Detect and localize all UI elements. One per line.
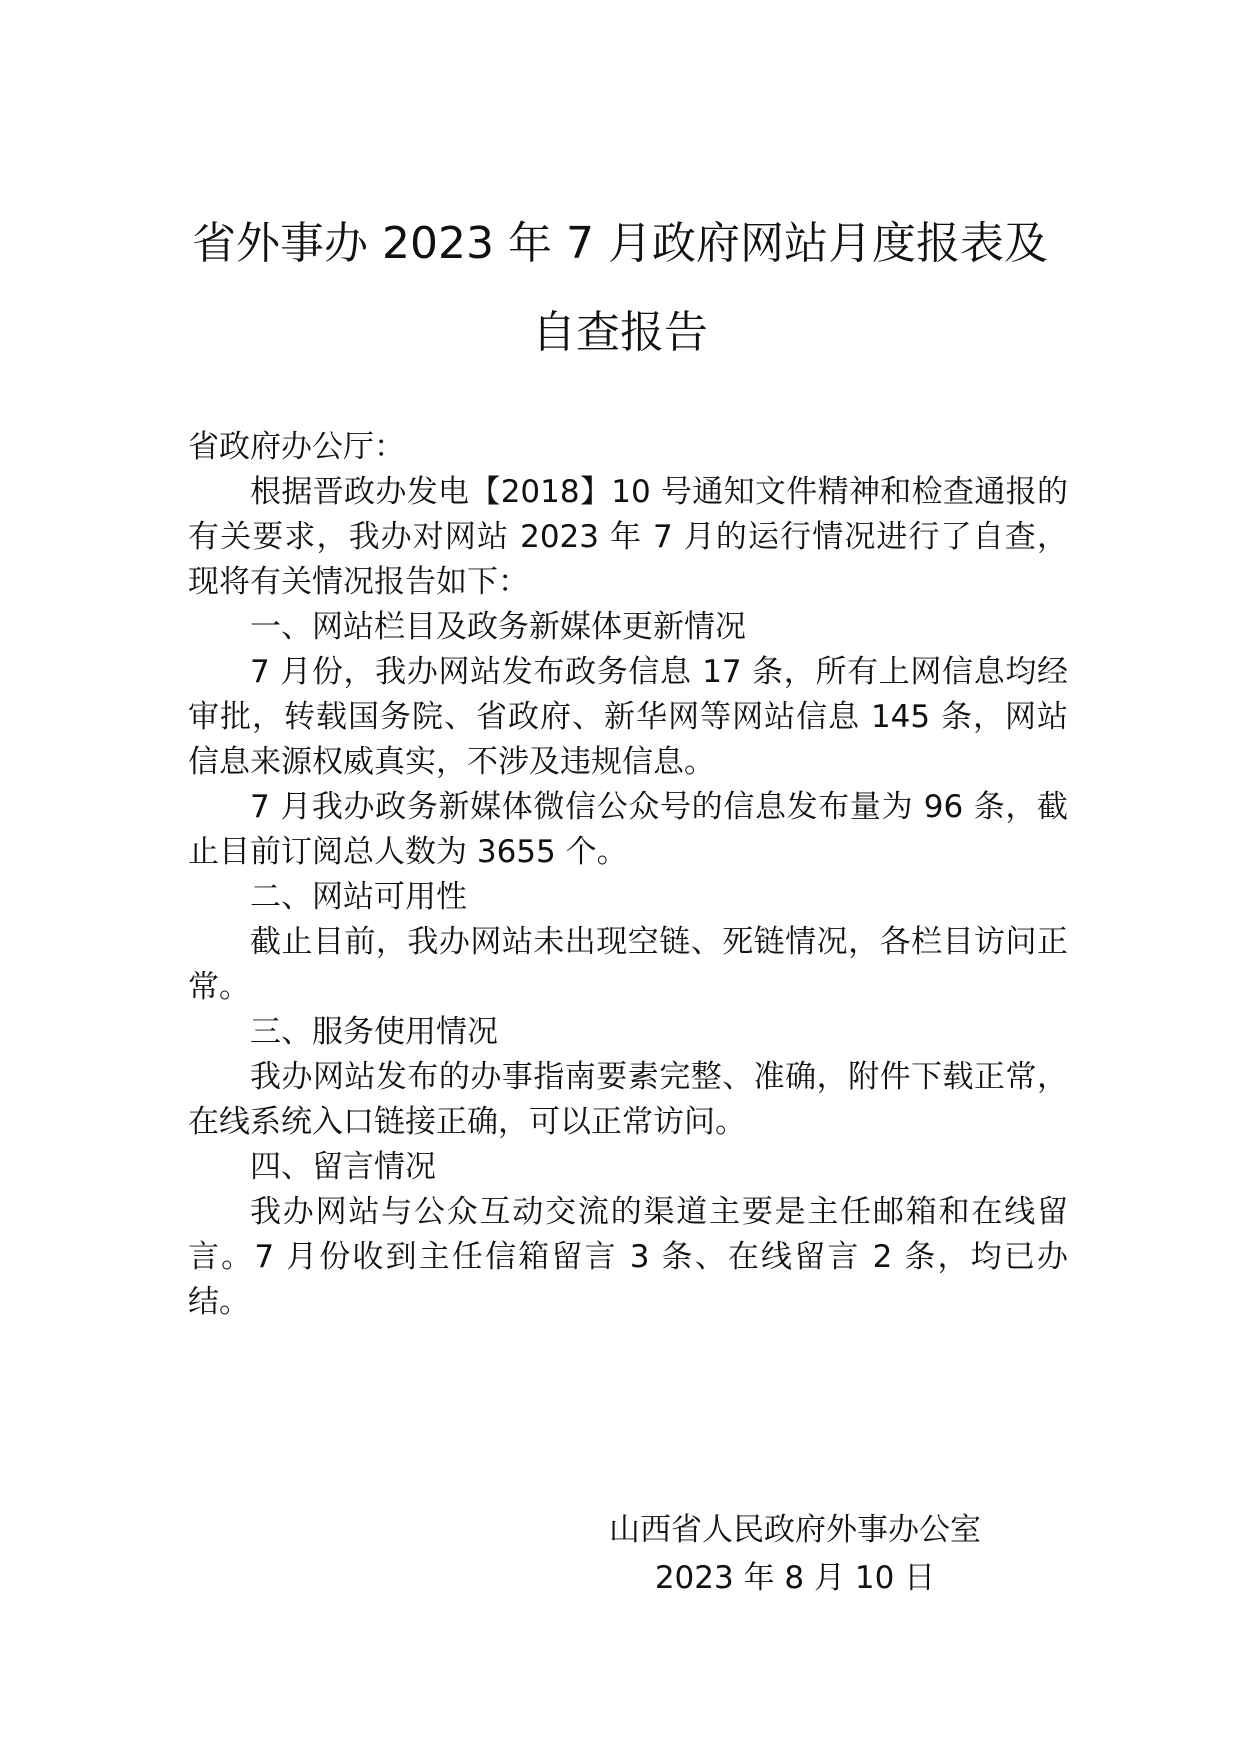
salutation: 省政府办公厅： (188, 429, 405, 465)
section-heading-4: 四、留言情况 (250, 1149, 436, 1185)
document-title-line1: 省外事办 2023 年 7 月政府网站月度报表及 (192, 218, 1048, 269)
section-heading-2: 二、网站可用性 (250, 879, 467, 915)
section-heading-1: 一、网站栏目及政务新媒体更新情况 (250, 609, 746, 645)
section-heading-3: 三、服务使用情况 (250, 1014, 498, 1050)
paragraph-new-media: 7 月我办政务新媒体微信公众号的信息发布量为 96 条，截止目前订阅总人数为 3655 个。 (188, 789, 1068, 870)
paragraph-messages: 我办网站与公众互动交流的渠道主要是主任邮箱和在线留言。7 月份收到主任信箱留言 3 条、在线留言 2 条，均已办结。 (188, 1194, 1068, 1320)
signature-organization: 山西省人民政府外事办公室 (609, 1512, 981, 1548)
paragraph-website-updates: 7 月份，我办网站发布政务信息 17 条，所有上网信息均经审批，转载国务院、省政府、新华网等网站信息 145 条，网站信息来源权威真实，不涉及违规信息。 (188, 654, 1068, 780)
document-body (188, 425, 1068, 1325)
paragraph-availability: 截止目前，我办网站未出现空链、死链情况，各栏目访问正常。 (188, 924, 1068, 1005)
document-title-line2: 自查报告 (532, 307, 708, 358)
signature-date: 2023 年 8 月 10 日 (654, 1560, 936, 1596)
paragraph-services: 我办网站发布的办事指南要素完整、准确，附件下载正常，在线系统入口链接正确，可以正常访问。 (188, 1059, 1068, 1140)
paragraph-intro: 根据晋政办发电【2018】10 号通知文件精神和检查通报的有关要求，我办对网站 2023 年 7 月的运行情况进行了自查，现将有关情况报告如下： (188, 474, 1068, 600)
